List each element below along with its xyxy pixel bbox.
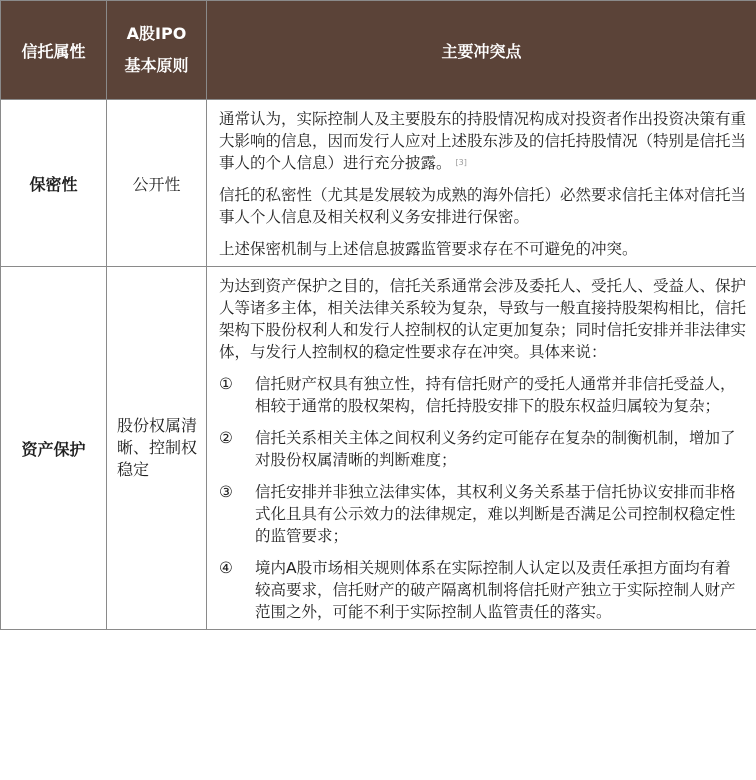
header-trust-attribute: 信托属性 [1,1,107,100]
cell-conflicts [207,100,756,267]
conflict-list-item [219,481,746,547]
conflict-paragraph: 信托的私密性（尤其是发展较为成熟的海外信托）必然要求信托主体对信托当事人个人信息及相关权利义务安排进行保密。 [219,186,747,226]
list-item-number: ④ [219,559,233,577]
cell-attribute: 资产保护 [1,267,107,630]
header-ipo-principle-line2: 基本原则 [124,56,189,75]
conflict-list-item [219,373,746,417]
list-item-text: 信托财产权具有独立性，持有信托财产的受托人通常并非信托受益人，相较于通常的股权架构，信托持股安排下的股东权益归属较为复杂； [255,375,736,415]
conflict-list-item [219,557,746,623]
cell-principle: 股份权属清晰、控制权稳定 [107,267,207,630]
list-item-number: ② [219,429,233,447]
cell-principle: 公开性 [107,100,207,267]
conflict-intro: 为达到资产保护之目的，信托关系通常会涉及委托人、受托人、受益人、保护人等诸多主体，相关法律关系较为复杂，导致与一般直接持股架构相比，信托架构下股份权利人和发行人控制权的认定更加复杂；同时信托安排并非法律实体，与发行人控制权的稳定性要求存在冲突。具体来说： [219,277,747,361]
list-item-number: ① [219,375,233,393]
table-row-asset-protection [1,267,756,630]
header-ipo-principle [107,1,207,100]
table-row-confidentiality [1,100,756,267]
cell-attribute: 保密性 [1,100,107,267]
footnote-marker: [3] [455,158,467,167]
list-item-text: 境内A股市场相关规则体系在实际控制人认定以及责任承担方面均有着较高要求，信托财产的破产隔离机制将信托财产独立于实际控制人财产范围之外，可能不利于实际控制人监管责任的落实。 [255,559,736,621]
list-item-text: 信托关系相关主体之间权利义务约定可能存在复杂的制衡机制，增加了对股份权属清晰的判断难度； [255,429,736,469]
conflict-paragraph-text: 通常认为，实际控制人及主要股东的持股情况构成对投资者作出投资决策有重大影响的信息，因而发行人应对上述股东涉及的信托持股情况（特别是信托当事人的个人信息）进行充分披露。 [219,110,747,172]
list-item-text: 信托安排并非独立法律实体，其权利义务关系基于信托协议安排而非格式化且具有公示效力的法律规定，难以判断是否满足公司控制权稳定性的监管要求； [255,483,736,545]
table-header-row [1,1,756,100]
header-ipo-principle-line1: A股IPO [126,24,187,43]
conflict-paragraph [219,108,746,174]
header-main-conflicts: 主要冲突点 [207,1,756,100]
conflict-list-item [219,427,746,471]
conflict-paragraph: 上述保密机制与上述信息披露监管要求存在不可避免的冲突。 [219,240,638,258]
cell-conflicts [207,267,756,630]
list-item-number: ③ [219,483,233,501]
